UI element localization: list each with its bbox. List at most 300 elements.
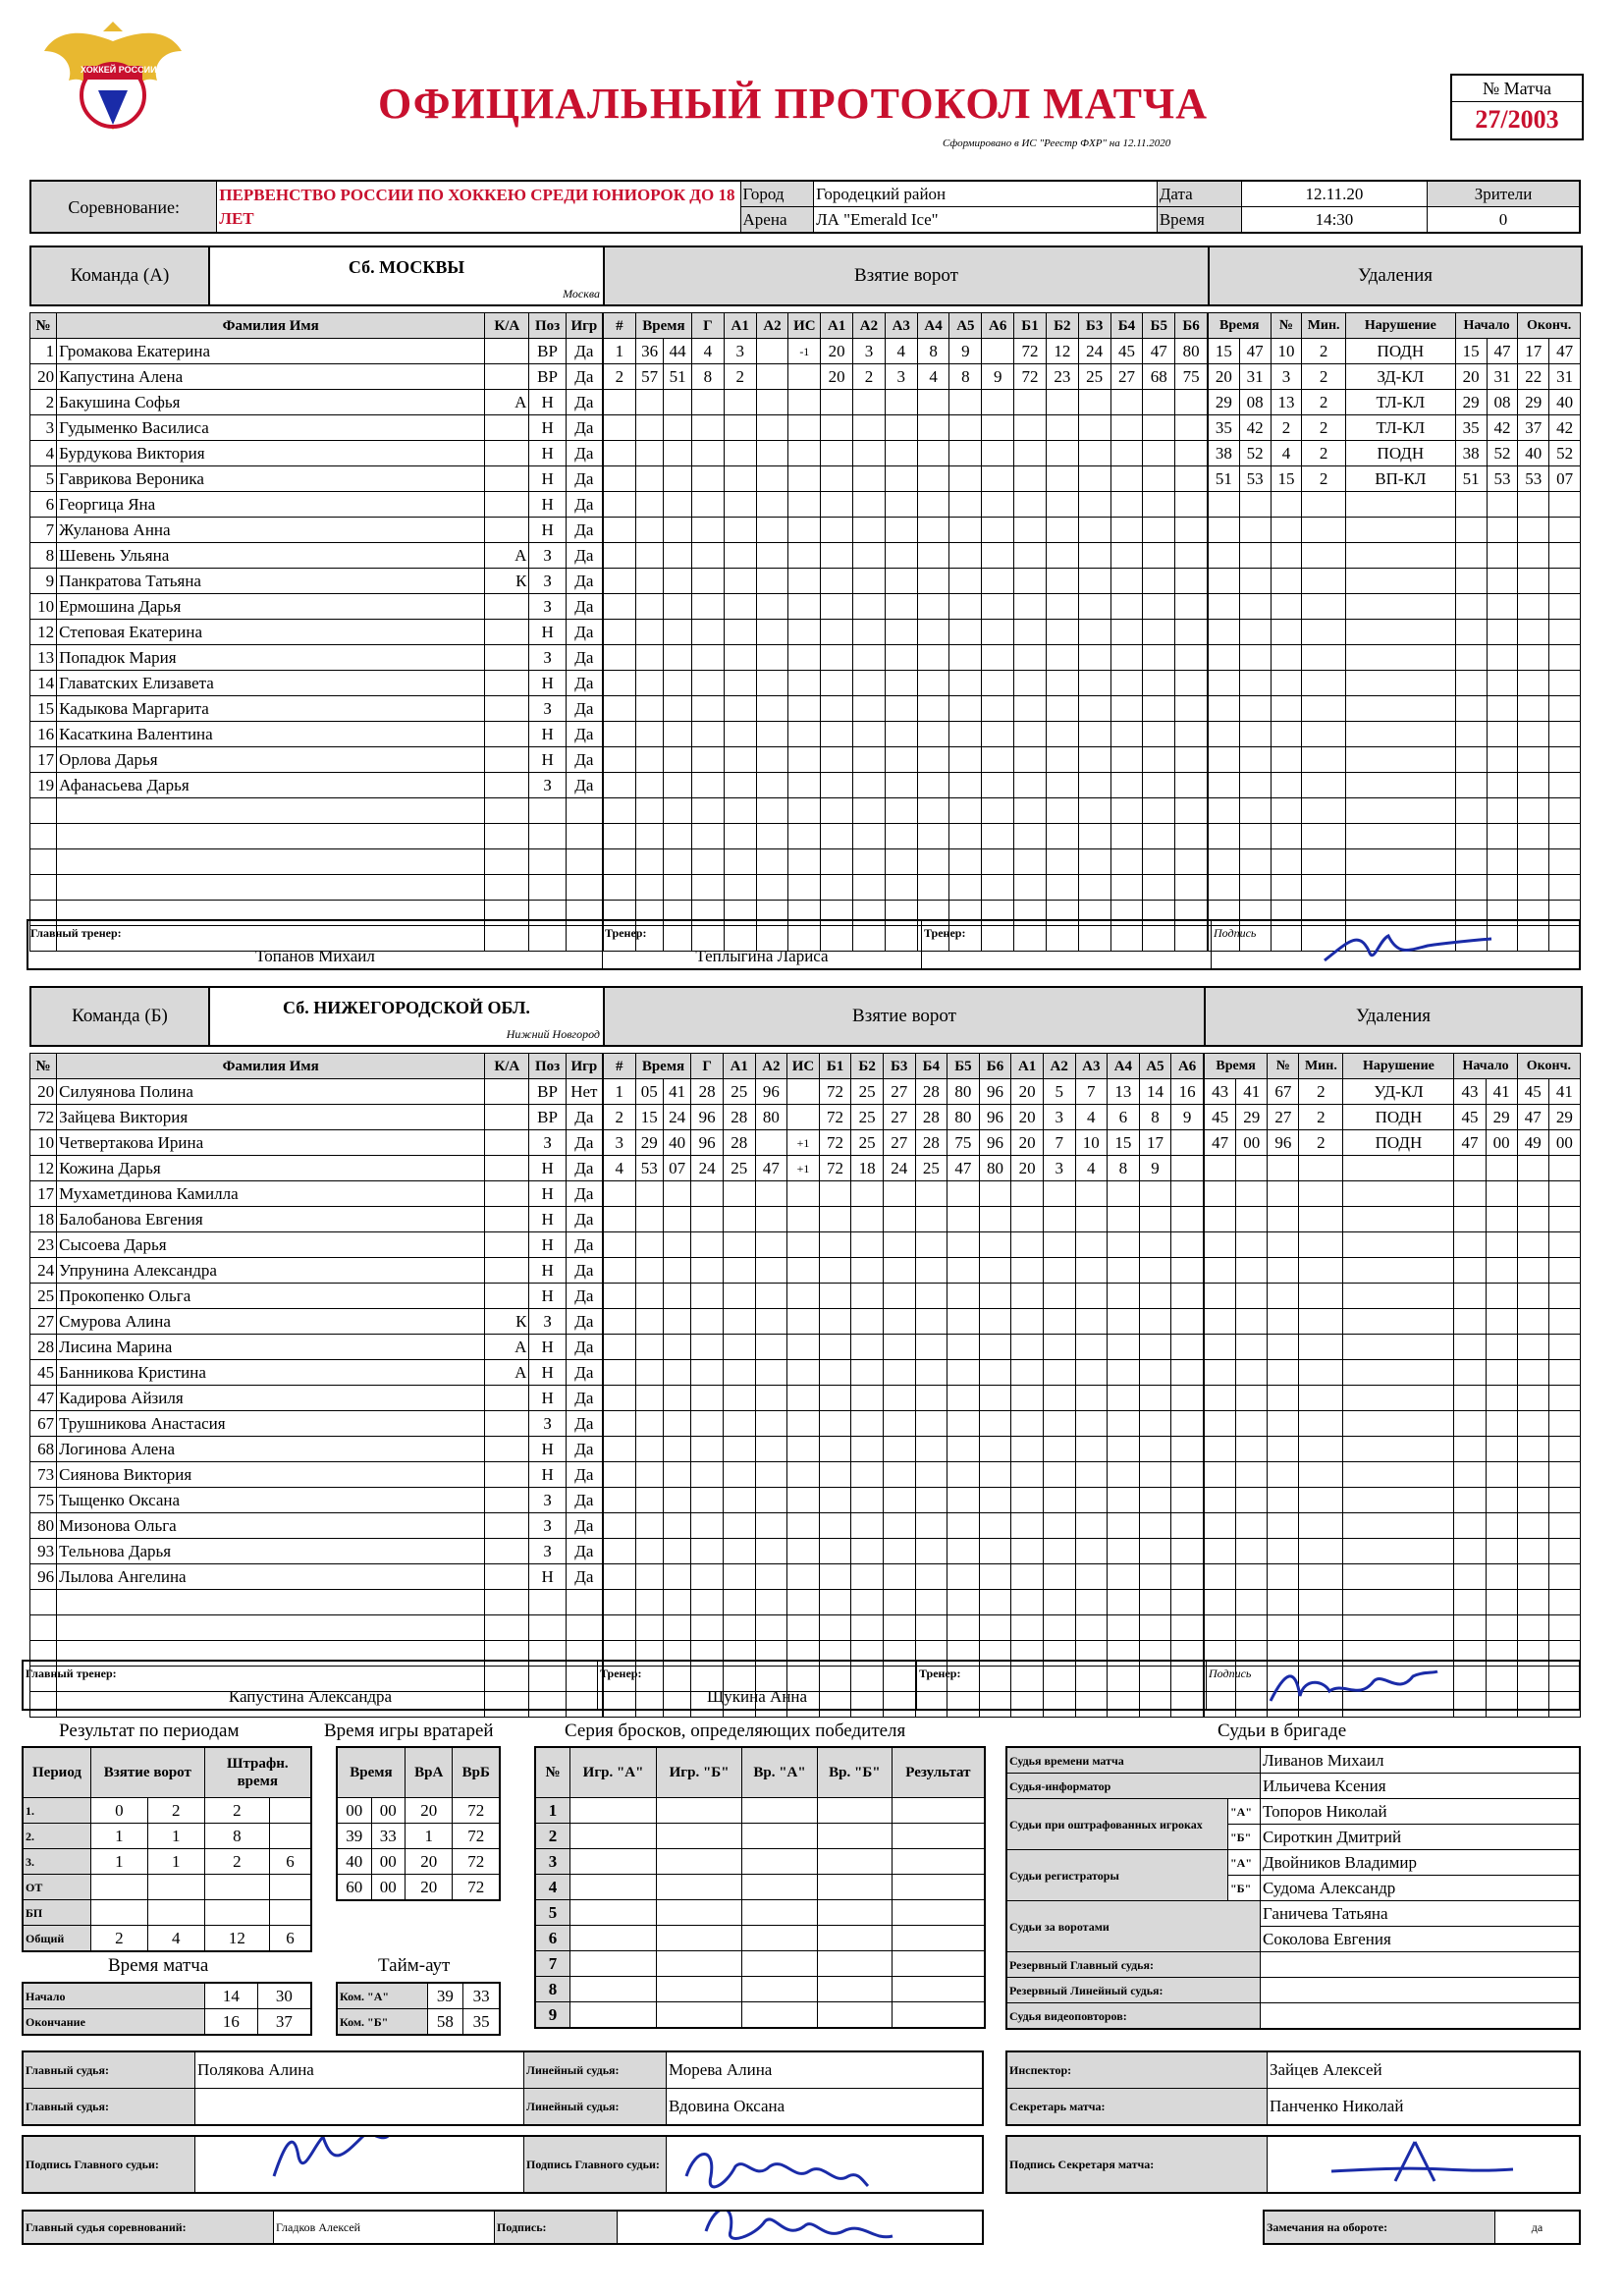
player-name: Главатских Елизавета — [57, 671, 485, 696]
reserve-line — [1261, 1978, 1581, 2003]
penalty-cell — [1345, 875, 1455, 901]
col-so-num: № — [535, 1747, 570, 1798]
shootout-cell — [570, 1977, 657, 2002]
goal-cell — [604, 1564, 636, 1590]
penalty-cell: 31 — [1239, 364, 1271, 390]
penalty-cell — [1302, 696, 1346, 722]
goal-cell — [691, 569, 724, 594]
goal-cell: 75 — [947, 1130, 980, 1156]
player-played: Да — [566, 773, 602, 798]
penalty-cell — [1518, 849, 1549, 875]
penalty-cell — [1454, 1564, 1486, 1590]
goal-cell — [635, 1488, 663, 1513]
goal-cell: 27 — [883, 1079, 915, 1105]
goal-cell: 4 — [1075, 1105, 1108, 1130]
shootout-number: 2 — [535, 1824, 570, 1849]
goal-cell — [664, 441, 692, 466]
penalty-cell: 47 — [1205, 1130, 1236, 1156]
goal-cell — [853, 492, 886, 518]
penalty-cell — [1205, 1539, 1236, 1564]
penalty-cell: 35 — [1455, 415, 1487, 441]
goal-cell — [1143, 798, 1175, 824]
goal-cell — [1110, 569, 1143, 594]
player-role: А — [485, 1335, 529, 1360]
penalty-cell — [1487, 696, 1518, 722]
goal-cell — [663, 1437, 690, 1462]
period-label: 2. — [23, 1824, 91, 1849]
penalty-cell — [1345, 798, 1455, 824]
goal-col-header: А2 — [853, 313, 886, 339]
penalty-cell — [1268, 1462, 1299, 1488]
timeout-b-min: 58 — [427, 2009, 463, 2036]
penalty-cell — [1209, 620, 1240, 645]
penalty-cell — [1486, 1590, 1517, 1615]
penalty-cell — [1271, 671, 1302, 696]
goal-cell — [1139, 1386, 1171, 1411]
player-position: ВР — [529, 1105, 566, 1130]
player-number: 20 — [30, 364, 57, 390]
goal-cell — [756, 722, 788, 747]
goal-cell — [885, 747, 917, 773]
goal-cell — [851, 1590, 884, 1615]
penalty-cell: 40 — [1549, 390, 1581, 415]
goal-cell — [1011, 1207, 1044, 1232]
penalty-cell — [1549, 492, 1581, 518]
goal-cell — [1046, 849, 1078, 875]
goal-cell — [691, 620, 724, 645]
penalty-cell — [1236, 1335, 1268, 1360]
penalty-cell — [1549, 569, 1581, 594]
goal-cell — [1075, 1232, 1108, 1258]
goal-cell: -1 — [788, 339, 821, 364]
penalty-cell — [1518, 824, 1549, 849]
goal-cell — [691, 390, 724, 415]
goal-cell: 28 — [915, 1130, 947, 1156]
goal-cell: 28 — [723, 1130, 755, 1156]
goal-cell — [1139, 1462, 1171, 1488]
goal-col-header: Б1 — [1014, 313, 1047, 339]
goal-cell — [917, 747, 949, 773]
player-row — [30, 339, 603, 364]
shootout-cell — [570, 1926, 657, 1951]
goal-cell — [1075, 1513, 1108, 1539]
player-position: ВР — [529, 364, 566, 390]
goal-cell — [1046, 492, 1078, 518]
goal-cell — [1143, 849, 1175, 875]
goal-cell — [885, 696, 917, 722]
goal-cell — [1078, 645, 1110, 671]
goal-cell — [1175, 441, 1208, 466]
goal-cell — [723, 1181, 755, 1207]
goal-cell — [756, 543, 788, 569]
col-name: Фамилия Имя — [57, 313, 485, 339]
player-played: Да — [566, 696, 602, 722]
penalty-cell — [1517, 1258, 1548, 1284]
goal-cell — [917, 543, 949, 569]
goal-cell — [1075, 1386, 1108, 1411]
penalty-cell — [1299, 1258, 1343, 1284]
goal-cell — [1011, 1488, 1044, 1513]
goal-cell — [1078, 824, 1110, 849]
player-position: Н — [529, 1156, 566, 1181]
player-position — [529, 798, 566, 824]
goal-cell — [691, 1590, 724, 1615]
goal-cell: 23 — [1046, 364, 1078, 390]
goal-cell — [635, 1335, 663, 1360]
shootout-cell — [570, 1849, 657, 1875]
goal-cell — [1143, 824, 1175, 849]
player-played — [566, 875, 602, 901]
goal-cell — [1175, 747, 1208, 773]
penalty-cell — [1205, 1207, 1236, 1232]
goal-cell: 6 — [1108, 1105, 1140, 1130]
goal-cell: 20 — [821, 339, 853, 364]
competition-label: Соревнование: — [30, 181, 217, 233]
goal-cell: 8 — [691, 364, 724, 390]
reserve-main — [1261, 1952, 1581, 1978]
goal-cell — [982, 543, 1014, 569]
penalty-cell — [1549, 747, 1581, 773]
goal-row — [604, 620, 1208, 645]
goal-cell — [1171, 1488, 1204, 1513]
player-position: Н — [529, 1360, 566, 1386]
goal-cell — [949, 722, 982, 747]
goal-cell — [819, 1411, 851, 1437]
goal-cell — [917, 492, 949, 518]
period-value: 8 — [204, 1824, 270, 1849]
goal-cell — [1108, 1411, 1140, 1437]
main-referee-label: Главный судья: — [23, 2051, 195, 2089]
goal-row — [604, 1105, 1204, 1130]
player-position: Н — [529, 1232, 566, 1258]
penalty-cell — [1343, 1513, 1454, 1539]
player-row — [30, 1437, 603, 1462]
player-number — [30, 875, 57, 901]
goal-cell — [851, 1309, 884, 1335]
goal-cell — [1108, 1386, 1140, 1411]
goal-cell: 40 — [663, 1130, 690, 1156]
goal-cell — [1143, 722, 1175, 747]
goal-cell — [787, 1258, 820, 1284]
goal-cell — [787, 1079, 820, 1105]
goal-cell — [635, 722, 664, 747]
goal-cell — [1046, 466, 1078, 492]
penalty-cell — [1343, 1360, 1454, 1386]
player-number: 1 — [30, 339, 57, 364]
goal-cell — [724, 747, 756, 773]
goal-cell: 1 — [604, 1079, 636, 1105]
team-a-coach2-label: Тренер: — [924, 926, 966, 940]
chief-label: Главный судья соревнований: — [23, 2211, 274, 2244]
player-role — [485, 594, 529, 620]
goal-cell — [1108, 1232, 1140, 1258]
player-row — [30, 1564, 603, 1590]
penalty-col-header: Время — [1209, 313, 1272, 339]
goal-cell — [788, 620, 821, 645]
player-number — [30, 1615, 57, 1641]
penalty-cell — [1548, 1309, 1580, 1335]
penalty-cell — [1549, 773, 1581, 798]
penalty-cell: 15 — [1209, 339, 1240, 364]
goal-col-header: # — [604, 1054, 636, 1079]
arena-label: Арена — [740, 207, 814, 234]
penalty-cell — [1548, 1284, 1580, 1309]
penalty-cell — [1268, 1181, 1299, 1207]
player-played — [566, 1590, 602, 1615]
goal-cell — [1078, 671, 1110, 696]
goalie-value: 20 — [405, 1849, 453, 1875]
penalty-cell — [1518, 773, 1549, 798]
penalty-cell — [1549, 696, 1581, 722]
goal-cell: 10 — [1075, 1130, 1108, 1156]
penalty-cell — [1518, 569, 1549, 594]
penalty-cell: 67 — [1268, 1079, 1299, 1105]
goal-cell — [982, 747, 1014, 773]
goal-cell — [635, 696, 664, 722]
goal-cell — [724, 543, 756, 569]
period-row — [23, 1875, 311, 1900]
goal-cell — [979, 1437, 1011, 1462]
player-played: Да — [566, 1232, 602, 1258]
goal-cell — [755, 1437, 787, 1462]
penalty-cell — [1486, 1156, 1517, 1181]
goal-cell — [1171, 1335, 1204, 1360]
player-played: Да — [566, 1258, 602, 1284]
penalty-row — [1205, 1411, 1581, 1437]
penalty-cell: ВП-КЛ — [1345, 466, 1455, 492]
player-name: Банникова Кристина — [57, 1360, 485, 1386]
player-row — [30, 1539, 603, 1564]
penalty-b-tag: "Б" — [1228, 1825, 1261, 1850]
goal-row — [604, 773, 1208, 798]
penalty-cell: 42 — [1549, 415, 1581, 441]
shootout-number: 6 — [535, 1926, 570, 1951]
period-label: Общий — [23, 1926, 91, 1952]
goal-row — [604, 1564, 1204, 1590]
goal-cell — [1014, 849, 1047, 875]
player-role — [485, 824, 529, 849]
penalty-row — [1205, 1590, 1581, 1615]
inspector-label: Инспектор: — [1006, 2051, 1268, 2089]
player-name — [57, 1590, 485, 1615]
goal-cell — [635, 875, 664, 901]
player-name: Сысоева Дарья — [57, 1232, 485, 1258]
penalty-cell — [1299, 1232, 1343, 1258]
goal-cell — [949, 466, 982, 492]
penalty-cell — [1455, 645, 1487, 671]
goal-cell — [635, 1386, 663, 1411]
player-position: Н — [529, 722, 566, 747]
goal-cell — [917, 594, 949, 620]
penalty-cell: 45 — [1517, 1079, 1548, 1105]
goal-cell — [691, 696, 724, 722]
player-number — [30, 1590, 57, 1615]
goal-cell — [821, 696, 853, 722]
penalty-row — [1205, 1079, 1581, 1105]
goal-row — [604, 1181, 1204, 1207]
goal-cell — [1175, 518, 1208, 543]
player-row — [30, 696, 603, 722]
player-number: 6 — [30, 492, 57, 518]
goal-cell: 1 — [604, 339, 636, 364]
goal-cell — [635, 747, 664, 773]
penalty-cell — [1239, 824, 1271, 849]
goal-cell — [821, 594, 853, 620]
goal-row — [604, 441, 1208, 466]
goal-cell — [1043, 1284, 1075, 1309]
goal-cell — [756, 849, 788, 875]
penalty-cell — [1302, 518, 1346, 543]
player-position — [529, 1615, 566, 1641]
penalty-cell — [1299, 1309, 1343, 1335]
goal-cell — [947, 1564, 980, 1590]
goal-cell — [979, 1232, 1011, 1258]
player-played: Да — [566, 722, 602, 747]
penalty-cell — [1271, 492, 1302, 518]
goal-col-header: А1 — [723, 1054, 755, 1079]
goal-cell — [635, 849, 664, 875]
goalie-value: 40 — [337, 1849, 371, 1875]
goal-cell — [691, 466, 724, 492]
penalty-cell — [1548, 1590, 1580, 1615]
penalty-cell — [1239, 875, 1271, 901]
goal-cell — [1078, 415, 1110, 441]
col-pos: Поз — [529, 1054, 566, 1079]
goal-cell — [1110, 594, 1143, 620]
goal-cell: 80 — [1175, 339, 1208, 364]
goal-cell — [949, 518, 982, 543]
penalty-col-header: Оконч. — [1518, 313, 1581, 339]
goal-cell — [979, 1207, 1011, 1232]
goal-cell: 9 — [949, 339, 982, 364]
penalty-cell — [1518, 671, 1549, 696]
goal-cell — [1011, 1564, 1044, 1590]
penalty-cell: 00 — [1236, 1130, 1268, 1156]
goal-cell — [1171, 1590, 1204, 1615]
goal-cell — [1046, 518, 1078, 543]
col-ka: К/А — [485, 313, 529, 339]
goal-cell — [604, 824, 636, 849]
goal-cell — [635, 1539, 663, 1564]
goal-cell — [1043, 1564, 1075, 1590]
goal-cell — [947, 1590, 980, 1615]
goal-cell — [723, 1386, 755, 1411]
penalty-cell — [1236, 1156, 1268, 1181]
player-played: Да — [566, 1462, 602, 1488]
goal-cell — [788, 492, 821, 518]
penalty-row — [1205, 1309, 1581, 1335]
goal-cell — [982, 390, 1014, 415]
player-row — [30, 390, 603, 415]
goal-cell: 25 — [723, 1156, 755, 1181]
goal-cell — [1011, 1181, 1044, 1207]
penalty-cell — [1549, 849, 1581, 875]
goal-cell: 47 — [755, 1156, 787, 1181]
penalty-cell — [1236, 1590, 1268, 1615]
penalty-cell — [1239, 492, 1271, 518]
team-b-penalties-table — [1204, 1053, 1581, 1718]
player-number: 45 — [30, 1360, 57, 1386]
main-referee-2 — [195, 2089, 524, 2126]
goal-cell — [788, 466, 821, 492]
goal-cell — [819, 1462, 851, 1488]
linesman-2: Вдовина Оксана — [667, 2089, 984, 2126]
goal-cell: 25 — [1078, 364, 1110, 390]
col-goalie-a: ВрА — [405, 1747, 453, 1798]
goal-cell — [885, 824, 917, 849]
col-play: Игр — [566, 1054, 602, 1079]
player-played: Да — [566, 645, 602, 671]
goal-cell — [635, 773, 664, 798]
goal-cell — [1108, 1335, 1140, 1360]
goal-cell — [1075, 1590, 1108, 1615]
penalty-cell — [1343, 1284, 1454, 1309]
goal-cell — [982, 339, 1014, 364]
goal-cell — [604, 415, 636, 441]
goal-cell — [1139, 1437, 1171, 1462]
team-b-head-coach-label: Главный тренер: — [26, 1667, 117, 1680]
penalty-row — [1209, 466, 1581, 492]
player-played: Да — [566, 620, 602, 645]
goal-cell — [853, 441, 886, 466]
goal-cell — [664, 543, 692, 569]
player-role — [485, 492, 529, 518]
goal-cell: 72 — [819, 1156, 851, 1181]
goal-cell — [1075, 1615, 1108, 1641]
penalty-cell — [1487, 620, 1518, 645]
goal-cell — [1171, 1207, 1204, 1232]
goal-cell — [755, 1232, 787, 1258]
player-position: Н — [529, 466, 566, 492]
goal-cell — [949, 875, 982, 901]
penalty-cell: 20 — [1209, 364, 1240, 390]
player-row — [30, 543, 603, 569]
goal-cell — [664, 875, 692, 901]
goal-cell — [723, 1590, 755, 1615]
player-row — [30, 1181, 603, 1207]
period-label: 3. — [23, 1849, 91, 1875]
notes-label: Замечания на обороте: — [1264, 2211, 1495, 2244]
goal-cell — [979, 1615, 1011, 1641]
notes-value: да — [1495, 2211, 1581, 2244]
penalty-cell — [1487, 798, 1518, 824]
goal-cell: 2 — [724, 364, 756, 390]
player-number — [30, 798, 57, 824]
penalty-cell: 47 — [1239, 339, 1271, 364]
penalty-judge-a: Топоров Николай — [1261, 1799, 1581, 1825]
penalty-cell — [1209, 492, 1240, 518]
goal-row — [604, 1488, 1204, 1513]
goal-cell — [664, 824, 692, 849]
player-played: Да — [566, 1105, 602, 1130]
goal-cell — [691, 492, 724, 518]
goal-cell — [819, 1386, 851, 1411]
goal-cell — [756, 594, 788, 620]
penalty-cell — [1548, 1360, 1580, 1386]
goal-cell — [787, 1360, 820, 1386]
penalty-cell: ПОДН — [1343, 1130, 1454, 1156]
shootout-cell — [742, 1951, 818, 1977]
goal-cell — [853, 849, 886, 875]
player-role — [485, 518, 529, 543]
goal-cell — [1046, 696, 1078, 722]
player-row — [30, 594, 603, 620]
goal-cell — [756, 798, 788, 824]
shootout-cell — [818, 1849, 893, 1875]
goal-cell — [691, 1513, 724, 1539]
goal-cell — [853, 773, 886, 798]
goal-cell: 13 — [1108, 1079, 1140, 1105]
